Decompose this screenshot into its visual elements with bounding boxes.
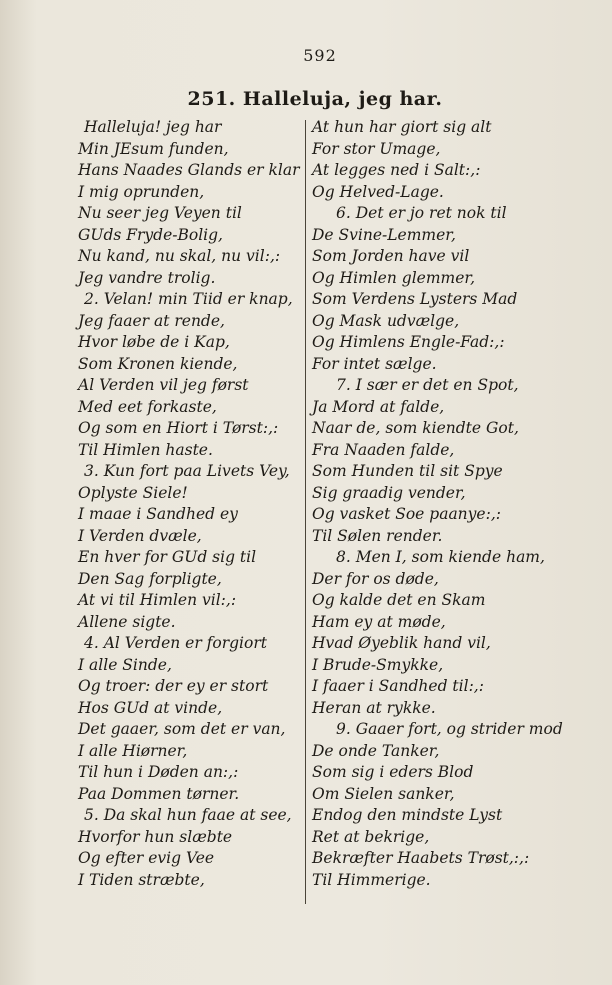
verse-line: Hvad Øyeblik hand vil, <box>312 634 491 652</box>
verse-line: Til hun i Døden an:,: <box>78 763 239 781</box>
right-column <box>312 117 563 891</box>
verse-line: Og Mask udvælge, <box>312 311 460 330</box>
verse-line: Til Himmerige. <box>312 870 431 889</box>
verse-line: Og troer: der ey er stort <box>78 677 269 695</box>
verse-line: Som Jorden have vil <box>312 247 470 265</box>
verse-line: Hos GUd at vinde, <box>78 698 223 717</box>
verse-line: 5. Da skal hun faae at see, <box>84 806 292 824</box>
verse-line: Nu kand, nu skal, nu vil:,: <box>78 247 281 265</box>
verse-line: GUds Fryde-Bolig, <box>78 225 223 244</box>
verse-line: Ret at bekrige, <box>312 827 430 846</box>
verse-line: Heran at rykke. <box>312 698 436 717</box>
verse-line: I mig oprunden, <box>78 182 205 201</box>
verse-line: Den Sag forpligte, <box>78 569 222 588</box>
verse-line: Jeg vandre trolig. <box>78 268 216 287</box>
verse-line: Sig graadig vender, <box>312 483 466 502</box>
verse-line: 7. I sær er det en Spot, <box>336 376 519 394</box>
verse-line: I Verden dvæle, <box>78 526 202 545</box>
verse-line: Som Verdens Lysters Mad <box>312 290 518 308</box>
left-column <box>60 117 300 891</box>
verse-line: Ham ey at møde, <box>312 612 446 631</box>
verse-line: De Svine-Lemmer, <box>312 225 456 244</box>
verse-line: Der for os døde, <box>312 569 439 588</box>
verse-line: I Brude-Smykke, <box>312 655 444 674</box>
verse-line: De onde Tanker, <box>312 741 440 760</box>
verse-line: Og Himlens Engle-Fad:,: <box>312 333 505 351</box>
verse-line: Om Sielen sanker, <box>312 784 455 803</box>
verse-line: Halleluja! jeg har <box>84 118 222 136</box>
verse-line: 4. Al Verden er forgiort <box>84 634 267 652</box>
verse-line: Oplyste Siele! <box>78 483 188 502</box>
verse-line: At legges ned i Salt:,: <box>312 161 481 179</box>
verse-line: Fra Naaden falde, <box>312 440 455 459</box>
verse-line: En hver for GUd sig til <box>78 548 257 566</box>
verse-line: I maae i Sandhed ey <box>78 505 238 523</box>
verse-line: 3. Kun fort paa Livets Vey, <box>84 462 290 480</box>
verse-line: 2. Velan! min Tiid er knap, <box>84 290 293 308</box>
verse-line: Og som en Hiort i Tørst:,: <box>78 419 279 437</box>
verse-line: Ja Mord at falde, <box>312 397 445 416</box>
verse-line: Med eet forkaste, <box>78 397 217 416</box>
verse-line: 8. Men I, som kiende ham, <box>336 548 545 566</box>
verse-line: I Tiden stræbte, <box>78 870 205 889</box>
verse-line: Og kalde det en Skam <box>312 591 486 609</box>
verse-line: For stor Umage, <box>312 139 441 158</box>
verse-line: Hans Naades Glands er klar <box>78 161 300 179</box>
verse-line: 6. Det er jo ret nok til <box>336 204 507 222</box>
verse-line: Al Verden vil jeg først <box>78 376 249 394</box>
verse-line: Og Helved-Lage. <box>312 182 444 201</box>
verse-line: Jeg faaer at rende, <box>78 311 225 330</box>
verse-line: Og efter evig Vee <box>78 849 215 867</box>
verse-line: Som Kronen kiende, <box>78 354 238 373</box>
verse-line: I alle Sinde, <box>78 655 172 674</box>
verse-line: Hvor løbe de i Kap, <box>78 333 230 351</box>
verse-line: Som Hunden til sit Spye <box>312 462 503 480</box>
verse-line: For intet sælge. <box>312 354 437 373</box>
page-number: 592 <box>303 46 337 65</box>
verse-line: Og Himlen glemmer, <box>312 268 476 287</box>
verse-line: Paa Dommen tørner. <box>78 784 240 803</box>
verse-line: Bekræfter Haabets Trøst,:,: <box>312 849 530 867</box>
verse-line: I alle Hiørner, <box>78 741 188 760</box>
verse-line: At vi til Himlen vil:,: <box>78 591 237 609</box>
verse-line: Til Sølen render. <box>312 526 443 545</box>
verse-line: Naar de, som kiendte Got, <box>312 419 519 437</box>
verse-line: Nu seer jeg Veyen til <box>78 204 242 222</box>
verse-line: Som sig i eders Blod <box>312 763 474 781</box>
verse-line: Allene sigte. <box>78 612 176 631</box>
verse-line: Min JEsum funden, <box>78 139 229 158</box>
verse-line: Endog den mindste Lyst <box>312 806 503 824</box>
column-divider <box>305 120 306 904</box>
verse-line: Til Himlen haste. <box>78 440 213 459</box>
verse-line: Hvorfor hun slæbte <box>78 827 233 846</box>
hymn-title: 251. Halleluja, jeg har. <box>187 88 443 110</box>
verse-line: Det gaaer, som det er van, <box>78 720 286 738</box>
verse-line: Og vasket Soe paanye:,: <box>312 505 501 523</box>
verse-line: At hun har giort sig alt <box>312 118 492 136</box>
verse-line: 9. Gaaer fort, og strider mod <box>336 720 563 738</box>
verse-line: I faaer i Sandhed til:,: <box>312 677 484 695</box>
